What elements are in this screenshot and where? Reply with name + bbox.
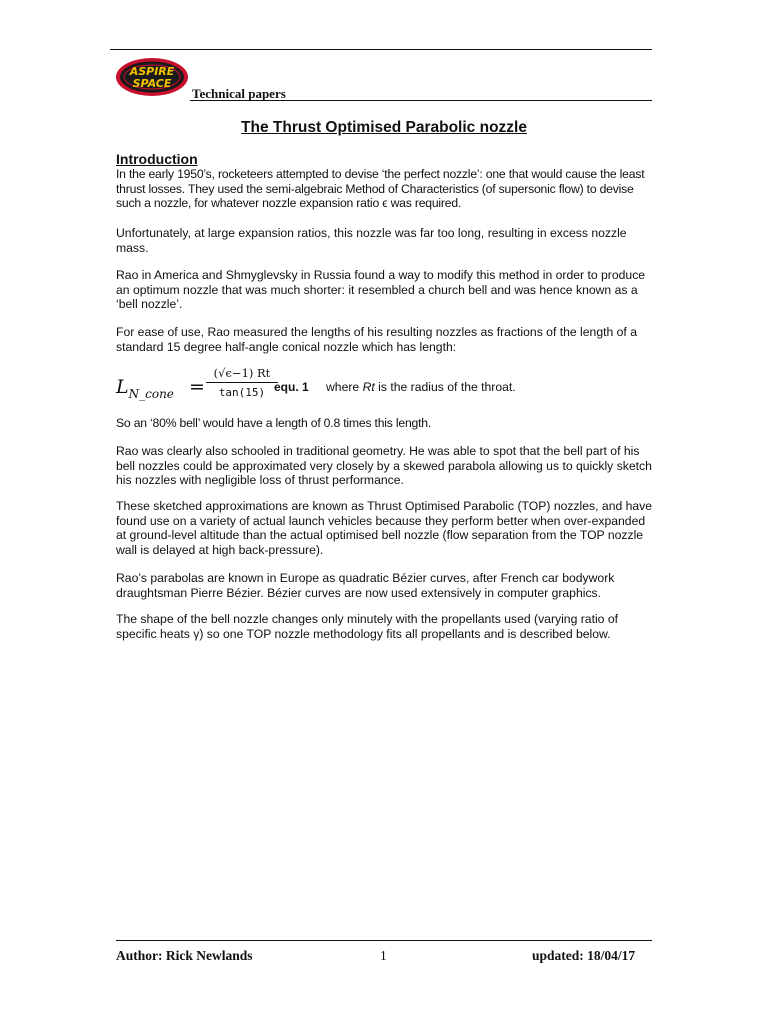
paragraph-4: For ease of use, Rao measured the lengths of his resulting nozzles as fractions of the length of a standard 15 degree half-angle conical nozzle which has length: [116,325,637,354]
equation-note-suffix: is the radius of the throat. [374,380,516,394]
document-title: The Thrust Optimised Parabolic nozzle [241,119,527,136]
equation-1 [116,366,656,406]
footer-updated-date: updated: 18/04/17 [532,948,636,963]
equation-lhs [116,376,174,401]
paragraph-6: Rao was clearly also schooled in traditional geometry. He was able to spot that the bell part of his bell nozzles could be approximated very closely by a skewed parabola allowing us to quickly sketch his nozzles with negligible loss of thrust performance. [116,444,652,488]
paragraph-1: In the early 1950’s, rocketeers attempted to devise ‘the perfect nozzle’: one that would cause the least thrust losses. They used the semi-algebraic Method of Characteristics (of supersonic flow) to devise such a nozzle, for whatever nozzle expansion ratio ϵ was required. [116,167,645,211]
header-bottom-rule [190,100,652,101]
introduction-heading: Introduction [116,151,198,167]
header-top-rule [110,49,652,50]
equation-numerator: (√ϵ−1) Rt [213,366,271,380]
equation-note [326,380,516,394]
header-section-label: Technical papers [192,86,286,101]
equation-lhs-main: L [116,376,129,398]
footer-page-number: 1 [380,948,387,963]
footer-author: Author: Rick Newlands [116,948,253,963]
equation-label: equ. 1 [274,380,309,394]
aspire-space-logo [114,56,190,103]
paragraph-9: The shape of the bell nozzle changes only minutely with the propellants used (varying ratio of specific heats γ) so one TOP nozzle methodology fits all propellants and is described below. [116,612,619,641]
equation-note-prefix: where [326,380,363,394]
equation-fraction [206,366,278,399]
paragraph-8: Rao’s parabolas are known in Europe as quadratic Bézier curves, after French car bodywork draughtsman Pierre Bézier. Bézier curves are now used extensively in computer graphics. [116,571,615,600]
equation-equals-sign: = [189,376,205,398]
paragraph-2: Unfortunately, at large expansion ratios, this nozzle was far too long, resulting in excess nozzle mass. [116,226,627,255]
paragraph-5: So an ‘80% bell’ would have a length of 0.8 times this length. [116,416,432,430]
equation-lhs-subscript: N_cone [128,386,174,401]
equation-note-variable: Rt [362,380,375,394]
paragraph-3: Rao in America and Shmyglevsky in Russia found a way to modify this method in order to produce an optimum nozzle that was much shorter: it resembled a church bell and was hence known as a ‘bell nozzle’. [116,268,646,312]
paragraph-7: These sketched approximations are known as Thrust Optimised Parabolic (TOP) nozzles, and have found use on a variety of actual launch vehicles because they perform better when over-expanded at ground-level altitude than the actual optimised bell nozzle (flow separation from the TOP nozzle wall is delayed at high back-pressure). [116,499,653,557]
footer-rule [116,940,652,941]
logo-text-line1: ASPIRE [129,65,175,78]
equation-denominator: tan(15) [218,386,266,399]
logo-text-line2: SPACE [132,77,172,90]
